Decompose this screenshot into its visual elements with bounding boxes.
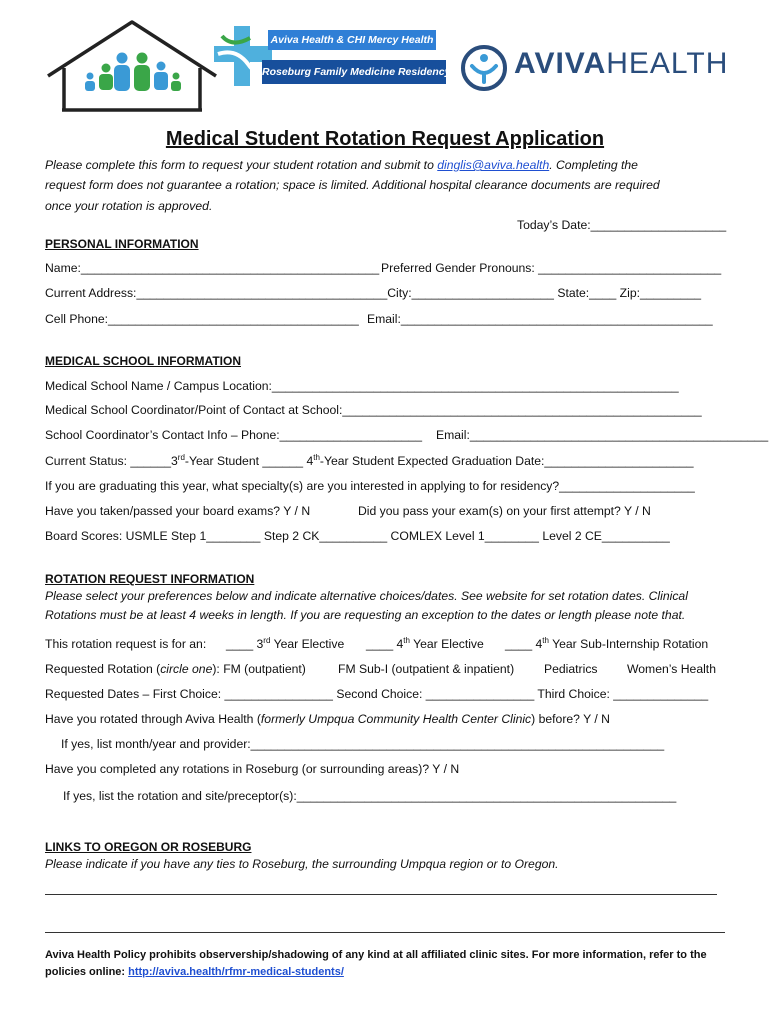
opt3-b: Year Sub-Internship Rotation xyxy=(548,637,709,651)
requested-rotation-fm-outpatient[interactable] xyxy=(45,662,306,677)
status-suffix: -Year Student Expected Graduation Date:______________________ xyxy=(319,454,694,468)
opt1-sup: rd xyxy=(263,635,271,645)
rotation-note-2: Rotations must be at least 4 weeks in length. If you are requesting an exception to the dates or length please note that. xyxy=(45,608,686,622)
rotation-request-heading: ROTATION REQUEST INFORMATION xyxy=(45,572,255,586)
boards-taken-question[interactable]: Have you taken/passed your board exams? Y / N xyxy=(45,504,311,518)
intro-text-post: . Completing the xyxy=(549,158,638,172)
rotation-type-label: This rotation request is for an: xyxy=(45,637,207,651)
policy-line-1: Aviva Health Policy prohibits observership/shadowing of any kind at all affiliated clinic sites. For more information, refer to the xyxy=(45,949,707,961)
brand-bold: AVIVA xyxy=(514,47,607,80)
personal-info-heading: PERSONAL INFORMATION xyxy=(45,237,199,251)
roseburg-rotation-question[interactable]: Have you completed any rotations in Roseburg (or surrounding areas)? Y / N xyxy=(45,762,460,776)
opt3-sup: th xyxy=(542,635,549,645)
current-status-field[interactable] xyxy=(45,454,694,469)
opt1-a: ____ 3 xyxy=(226,637,264,651)
opt2-a: ____ 4 xyxy=(366,637,404,651)
links-heading: LINKS TO OREGON OR ROSEBURG xyxy=(45,840,252,854)
coordinator-email-field[interactable]: Email:____________________________________________ xyxy=(436,428,769,442)
pronouns-field[interactable]: Preferred Gender Pronouns: ___________________________ xyxy=(381,261,722,275)
ties-answer-line-2[interactable] xyxy=(45,932,725,933)
requested-rotation-fm-sub-i[interactable]: FM Sub-I (outpatient & inpatient) xyxy=(338,662,515,676)
aviva-q-pre: Have you rotated through Aviva Health ( xyxy=(45,712,261,726)
coordinator-field[interactable]: Medical School Coordinator/Point of Contact at School:_____________________________________________________ xyxy=(45,403,702,417)
todays-date-field[interactable]: Today’s Date:____________________ xyxy=(517,218,727,232)
board-scores-field[interactable]: Board Scores: USMLE Step 1________ Step 2 CK__________ COMLEX Level 1________ Level 2 CE__________ xyxy=(45,529,670,543)
email-field[interactable]: Email:______________________________________________ xyxy=(367,312,713,326)
aviva-rotation-question[interactable] xyxy=(45,712,610,727)
requested-label: Requested Rotation ( xyxy=(45,662,161,676)
banner-top: Aviva Health & CHI Mercy Health xyxy=(268,30,436,50)
name-field[interactable]: Name:____________________________________________ xyxy=(45,261,380,275)
opt2-b: Year Elective xyxy=(409,637,484,651)
status-prefix: Current Status: ______3 xyxy=(45,454,178,468)
option-4th-year-elective[interactable] xyxy=(366,637,484,652)
roseburg-ifyes-field[interactable]: If yes, list the rotation and site/preceptor(s):________________________________________________________ xyxy=(63,789,677,803)
policy-pre: policies online: xyxy=(45,966,129,978)
aviva-ifyes-field[interactable]: If yes, list month/year and provider:_____________________________________________________________ xyxy=(61,737,665,751)
ties-answer-line-1[interactable] xyxy=(45,894,717,895)
opt2-sup: th xyxy=(403,635,410,645)
links-note: Please indicate if you have any ties to Roseburg, the surrounding Umpqua region or to Oregon. xyxy=(45,857,559,871)
page-title: Medical Student Rotation Request Application xyxy=(165,128,605,150)
intro-line-1 xyxy=(45,158,638,173)
circle-one-hint: circle one xyxy=(160,662,213,676)
coordinator-phone-field[interactable]: School Coordinator’s Contact Info – Phone:_____________________ xyxy=(45,428,422,442)
status-mid: -Year Student ______ 4 xyxy=(184,454,314,468)
option-3rd-year-elective[interactable] xyxy=(226,637,344,652)
aviva-q-formerly: formerly Umpqua Community Health Center Clinic xyxy=(260,712,532,726)
specialty-field[interactable]: If you are graduating this year, what specialty(s) are you interested in applying to for residency?____________________ xyxy=(45,479,695,493)
aviva-health-logo-icon xyxy=(460,44,508,92)
option-4th-year-sub-internship[interactable] xyxy=(505,637,708,652)
school-name-field[interactable]: Medical School Name / Campus Location:____________________________________________________________ xyxy=(45,379,679,393)
status-sup-rd: rd xyxy=(177,452,185,462)
medical-school-heading: MEDICAL SCHOOL INFORMATION xyxy=(45,354,241,368)
policy-url-link[interactable]: http://aviva.health/rfmr-medical-students/ xyxy=(128,966,344,978)
intro-text-pre: Please complete this form to request your student rotation and submit to xyxy=(45,158,438,172)
intro-line-3: once your rotation is approved. xyxy=(45,199,213,213)
brand-light: HEALTH xyxy=(606,47,729,80)
submit-email-link[interactable]: dinglis@aviva.health xyxy=(437,158,550,172)
rotation-note-1: Please select your preferences below and indicate alternative choices/dates. See website for set rotation dates. Clinical xyxy=(45,589,688,603)
house-family-logo xyxy=(44,18,220,114)
requested-label-end: ): FM (outpatient) xyxy=(212,662,306,676)
opt1-b: Year Elective xyxy=(270,637,345,651)
banner-bottom: Roseburg Family Medicine Residency xyxy=(262,60,446,84)
requested-dates-field[interactable]: Requested Dates – First Choice: ________________ Second Choice: ________________ Third Choice: ______________ xyxy=(45,687,709,701)
address-field[interactable]: Current Address:_____________________________________City:_____________________ State:____ Zip:_________ xyxy=(45,286,701,300)
opt3-a: ____ 4 xyxy=(505,637,543,651)
aviva-q-post: ) before? Y / N xyxy=(531,712,610,726)
first-attempt-question[interactable]: Did you pass your exam(s) on your first attempt? Y / N xyxy=(358,504,651,518)
status-sup-th: th xyxy=(313,452,320,462)
cell-phone-field[interactable]: Cell Phone:_____________________________________ xyxy=(45,312,359,326)
intro-line-2: request form does not guarantee a rotation; space is limited. Additional hospital clearance documents are required xyxy=(45,178,660,192)
aviva-health-wordmark xyxy=(514,47,728,81)
requested-rotation-pediatrics[interactable]: Pediatrics xyxy=(544,662,598,676)
requested-rotation-womens-health[interactable]: Women’s Health xyxy=(627,662,716,676)
policy-line-2 xyxy=(45,965,344,979)
